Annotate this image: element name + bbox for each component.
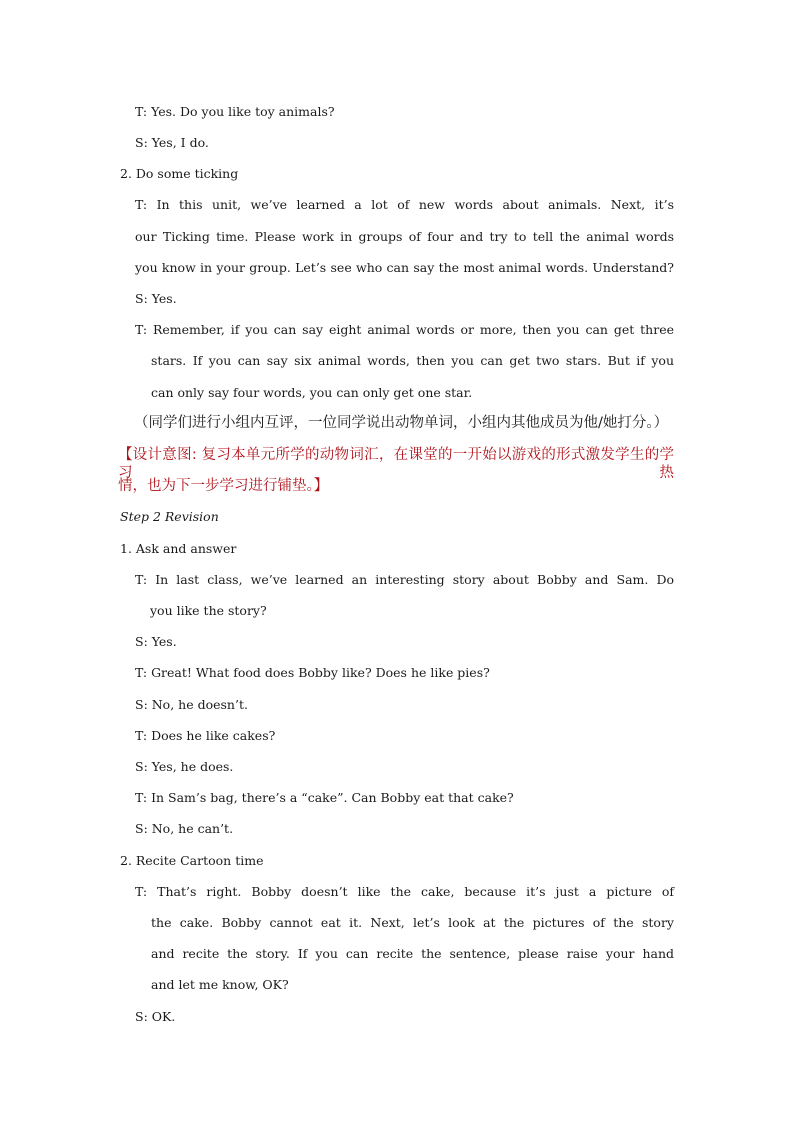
step-heading: Step 2 Revision: [120, 509, 219, 524]
dialogue-line: stars. If you can say six animal words, then you can get two stars. But if you: [151, 353, 674, 368]
dialogue-line: S: OK.: [135, 1009, 176, 1024]
dialogue-line: our Ticking time. Please work in groups of four and try to tell the animal words: [135, 229, 674, 244]
dialogue-line: T: Great! What food does Bobby like? Does he like pies?: [135, 665, 490, 680]
dialogue-line: you know in your group. Let’s see who can say the most animal words. Understand?: [135, 260, 674, 275]
dialogue-line: and recite the story. If you can recite the sentence, please raise your hand: [151, 946, 674, 961]
dialogue-line: can only say four words, you can only get one star.: [151, 385, 473, 400]
dialogue-line: T: Does he like cakes?: [135, 728, 276, 743]
dialogue-line: T: In last class, we’ve learned an interesting story about Bobby and Sam. Do: [135, 572, 674, 587]
dialogue-line: S: Yes, I do.: [135, 135, 209, 150]
dialogue-line: S: No, he doesn’t.: [135, 697, 248, 712]
section-heading: 2. Recite Cartoon time: [120, 853, 264, 868]
dialogue-line: you like the story?: [150, 603, 267, 618]
dialogue-line: T: Yes. Do you like toy animals?: [135, 104, 335, 119]
dialogue-line: S: Yes.: [135, 634, 177, 649]
dialogue-line: T: In Sam’s bag, there’s a “cake”. Can Bobby eat that cake?: [135, 790, 514, 805]
dialogue-line: S: No, he can’t.: [135, 821, 234, 836]
design-intent: 【设计意图: 复习本单元所学的动物词汇，在课堂的一开始以游戏的形式激发学生的学习热: [118, 447, 674, 481]
chinese-note: （同学们进行小组内互评，一位同学说出动物单词，小组内其他成员为他/她打分。）: [134, 415, 669, 431]
design-intent: 情，也为下一步学习进行铺垫。】: [118, 478, 329, 494]
dialogue-line: the cake. Bobby cannot eat it. Next, let’s look at the pictures of the story: [151, 915, 674, 930]
dialogue-line: T: Remember, if you can say eight animal words or more, then you can get three: [135, 322, 674, 337]
dialogue-line: and let me know, OK?: [151, 977, 289, 992]
section-heading: 1. Ask and answer: [120, 541, 237, 556]
section-heading: 2. Do some ticking: [120, 166, 239, 181]
dialogue-line: T: That’s right. Bobby doesn’t like the cake, because it’s just a picture of: [135, 884, 674, 899]
dialogue-line: T: In this unit, we’ve learned a lot of new words about animals. Next, it’s: [135, 197, 674, 212]
dialogue-line: S: Yes.: [135, 291, 177, 306]
dialogue-line: S: Yes, he does.: [135, 759, 234, 774]
